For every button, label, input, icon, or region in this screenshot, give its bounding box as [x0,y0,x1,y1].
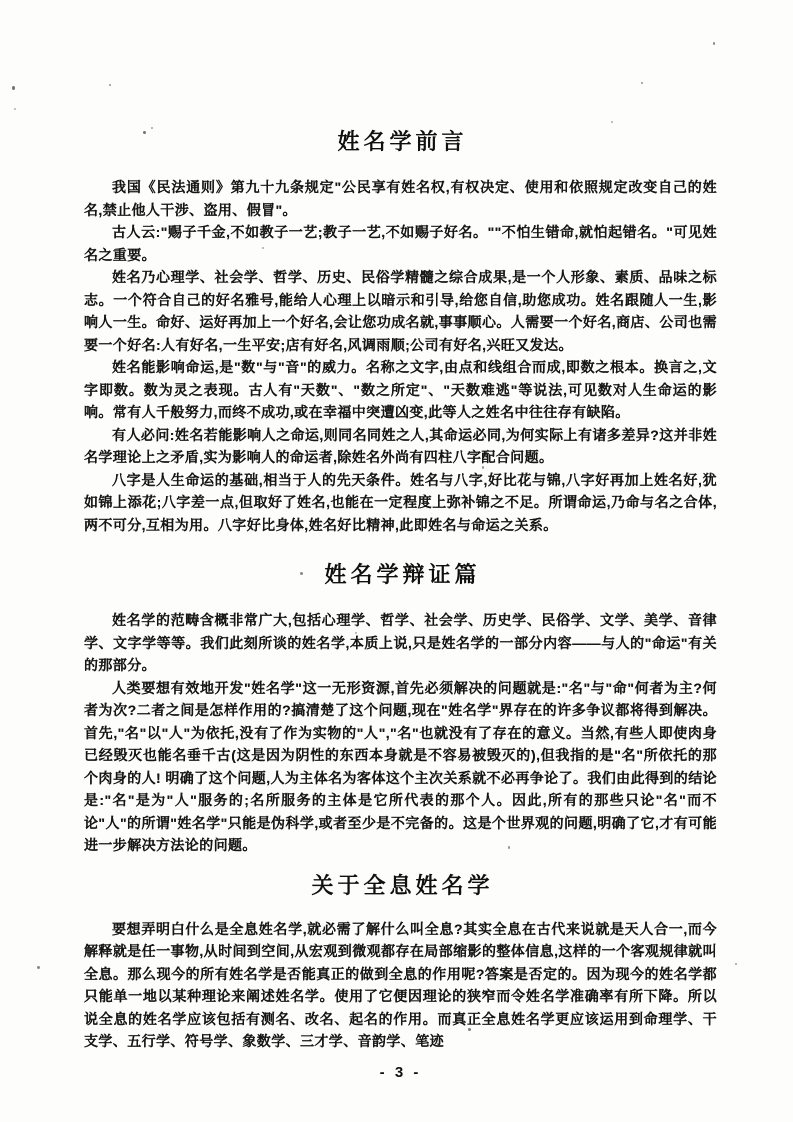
paragraph: 姓名学的范畴含概非常广大,包括心理学、哲学、社会学、历史学、民俗学、文学、美学、音律学、文字学等等。我们此刻所谈的姓名学,本质上说,只是姓名学的一部分内容——与人的"命运"有关的那部分。 [84,612,717,673]
paragraph: 姓名乃心理学、社会学、哲学、历史、民俗学精髓之综合成果,是一个人形象、素质、品味之标志。一个符合自己的好名雅号,能给人心理上以暗示和引导,给您自信,助您成功。姓名跟随人一生,影响人一生。命好、运好再加上一个好名,会让您功成名就,事事顺心。人需要一个好名,商店、公司也需要一个好名:人有好名,一生平安;店有好名,风调雨顺;公司有好名,兴旺又发达。 [84,269,717,353]
scan-speck [262,247,264,249]
paragraph: 要想弄明白什么是全息姓名学,就必需了解什么叫全息?其实全息在古代来说就是天人合一,而今解释就是任一事物,从时间到空间,从宏观到微观都存在局部缩影的整体信息,这样的一个客观规律就叫全息。那么现今的所有姓名学是否能真正的做到全息的作用呢?答案是否定的。因为现今的姓名学都只能单一地以某种理论来阐述姓名学。使用了它便因理论的狭窄而令姓名学准确率有所下降。所以说全息的姓名学应该包括有测名、改名、起名的作用。而真正全息姓名学更应该运用到命理学、干支学、五行学、符号学、象数学、三才学、音韵学、笔迹 [84,920,717,1049]
paragraph: 古人云:"赐子千金,不如教子一艺;教子一艺,不如赐子好名。""不怕生错命,就怕起错名。"可见姓名之重要。 [84,224,717,263]
paragraph: 人类要想有效地开发"姓名学"这一无形资源,首先必须解决的问题就是:"名"与"命"何者为主?何者为次?二者之间是怎样作用的?搞清楚了这个问题,现在"姓名学"界存在的许多争议都将得到解决。首先,"名"以"人"为依托,没有了作为实物的"人","名"也就没有了存在的意义。当然,有些人即使肉身已经毁灭也能名垂千古(这是因为阴性的东西本身就是不容易被毁灭的),但我指的是"名"所依托的那个肉身的人! 明确了这个问题,人为主体名为客体这个主次关系就不必再争论了。我们由此得到的结论是:"名"是为"人"服务的;名所服务的主体是它所代表的那个人。因此,所有的那些只论"名"而不论"人"的所谓"姓名学"只能是伪科学,或者至少是不完备的。这是个世界观的问题,明确了它,才有可能进一步解决方法论的问题。 [84,679,717,853]
scan-speck [482,466,484,469]
paragraph: 有人必问:姓名若能影响人之命运,则同名同姓之人,其命运必同,为何实际上有诸多差异?这并非姓名学理论上之矛盾,实为影响人的命运者,除姓名外尚有四柱八字配合问题。 [84,426,717,465]
section-title-holographic: 关于全息姓名学 [311,872,494,898]
scan-speck [151,127,153,129]
scan-speck [143,131,146,134]
page-content [84,128,717,1081]
scan-speck [300,572,303,575]
scan-speck [37,966,40,969]
paragraph: 我国《民法通则》第九十九条规定"公民享有姓名权,有权决定、使用和依照规定改变自己的姓名,禁止他人干涉、盗用、假冒"。 [84,179,717,218]
section-title-dialectics: 姓名学辩证篇 [324,562,481,587]
scan-speck [713,42,715,45]
paragraph: 姓名能影响命运,是"数"与"音"的威力。名称之文字,由点和线组合而成,即数之根本。换言之,文字即数。数为灵之表现。古人有"天数"、"数之所定"、"天数难逃"等说法,可见数对人生命运的影响。常有人千般努力,而终不成功,或在幸福中突遭凶变,此等人之姓名中往往存有缺陷。 [84,359,717,420]
scan-speck [735,963,737,965]
scan-speck [355,632,357,634]
section-title-preface: 姓名学前言 [337,129,468,154]
paragraph: 八字是人生命运的基础,相当于人的先天条件。姓名与八字,好比花与锦,八字好再加上姓名好,犹如锦上添花;八字差一点,但取好了姓名,也能在一定程度上弥补锦之不足。所谓命运,乃命与名之合体,两不可分,互相为用。八字好比身体,姓名好比精神,此即姓名与命运之关系。 [84,471,717,533]
scan-speck [611,121,613,123]
scan-speck [109,84,111,86]
scan-speck [12,86,15,90]
scan-speck [468,1028,471,1031]
scan-speck [14,108,16,110]
page-number: - 3 - [379,1063,422,1081]
scan-speck [508,846,510,849]
scan-speck [641,82,643,84]
